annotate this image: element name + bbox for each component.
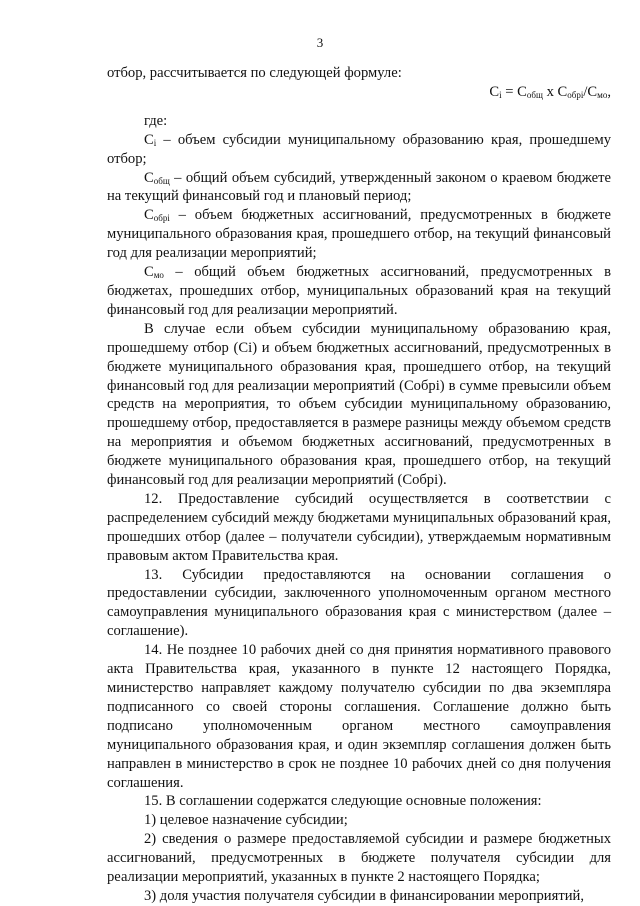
intro-paragraph: отбор, рассчитывается по следующей формуле: (107, 65, 402, 81)
clause-12: 12. Предоставление субсидий осуществляется в соответствии с распределением субсидий между бюджетами муниципальных образований края, прошедших отбор (далее – получатели субсидии), утверждаемым нормативным правовым актом Правительства края. (107, 490, 611, 564)
definition-cmo: $C_{мо}$ – общий объем бюджетных ассигнований, предусмотренных в бюджетах, прошедших отбор, муниципальных образований края на текущий финансовый год для реализации мероприятий. (107, 264, 611, 318)
page-number: 3 (316, 35, 324, 50)
spacer (107, 102, 611, 112)
clause-15: 15. В соглашении содержатся следующие основные положения: (144, 793, 542, 810)
subsidy-formula: $C_i = C_{общ}$ x $C_{обрi}/C_{мо}$, (489, 83, 611, 100)
clause-15-item-1: 1) целевое назначение субсидии; (144, 812, 348, 829)
clause-15-item-3: 3) доля участия получателя субсидии в финансировании мероприятий, (144, 887, 584, 904)
clause-15-item-2: 2) сведения о размере предоставляемой субсидии и размере бюджетных ассигнований, предусмотренных в бюджете получателя субсидии для реализации мероприятий, указанных в пункте 2 настоящего Порядка; (107, 831, 611, 886)
definition-cobri: $C_{обрi}$ – объем бюджетных ассигнований, предусмотренных в бюджете муниципального образования края, прошедшего отбор, на текущий финансовый год для реализации мероприятий; (107, 207, 611, 262)
clause-14: 14. Не позднее 10 рабочих дней со дня принятия нормативного правового акта Правительства края, указанного в пункте 12 настоящего Порядка, министерство направляет каждому получателю субсидии по два экземпляра подписанного со своей стороны соглашения. Соглашение должно быть подписано уполномоченным органом местного самоуправления муниципального образования края, и один экземпляр соглашения должен быть направлен в министерство в срок не позднее 10 рабочих дней со дня получения соглашения. (107, 642, 611, 791)
definition-ci: $C_i$ – объем субсидии муниципальному образованию края, прошедшему отбор; (107, 131, 611, 167)
case-paragraph: В случае если объем субсидии муниципальному образованию края, прошедшему отбор (Ci) и объем бюджетных ассигнований, предусмотренных в бюджете муниципального образования края, прошедшего отбор, на текущий финансовый год для реализации мероприятий (Cобрi) в сумме превысили объем средств на мероприятия, то объем субсидии муниципальному образованию, прошедшему отбор, предоставляется в размере разницы между объемом средств на мероприятия и объемом бюджетных ассигнований, предусмотренных в бюджете муниципального образования края, прошедшего отбор, на текущий финансовый год для реализации мероприятий (Cобрi). (107, 320, 611, 489)
definition-cobsh: $C_{общ}$ – общий объем субсидий, утвержденный законом о краевом бюджете на текущий финансовый год и плановый период; (107, 169, 611, 205)
where-label: где: (144, 112, 168, 129)
clause-13: 13. Субсидии предоставляются на основании соглашения о предоставлении субсидии, заключенного уполномоченным органом местного самоуправления муниципального образования края с министерством (далее – соглашение). (107, 566, 611, 640)
document-body (107, 64, 611, 906)
